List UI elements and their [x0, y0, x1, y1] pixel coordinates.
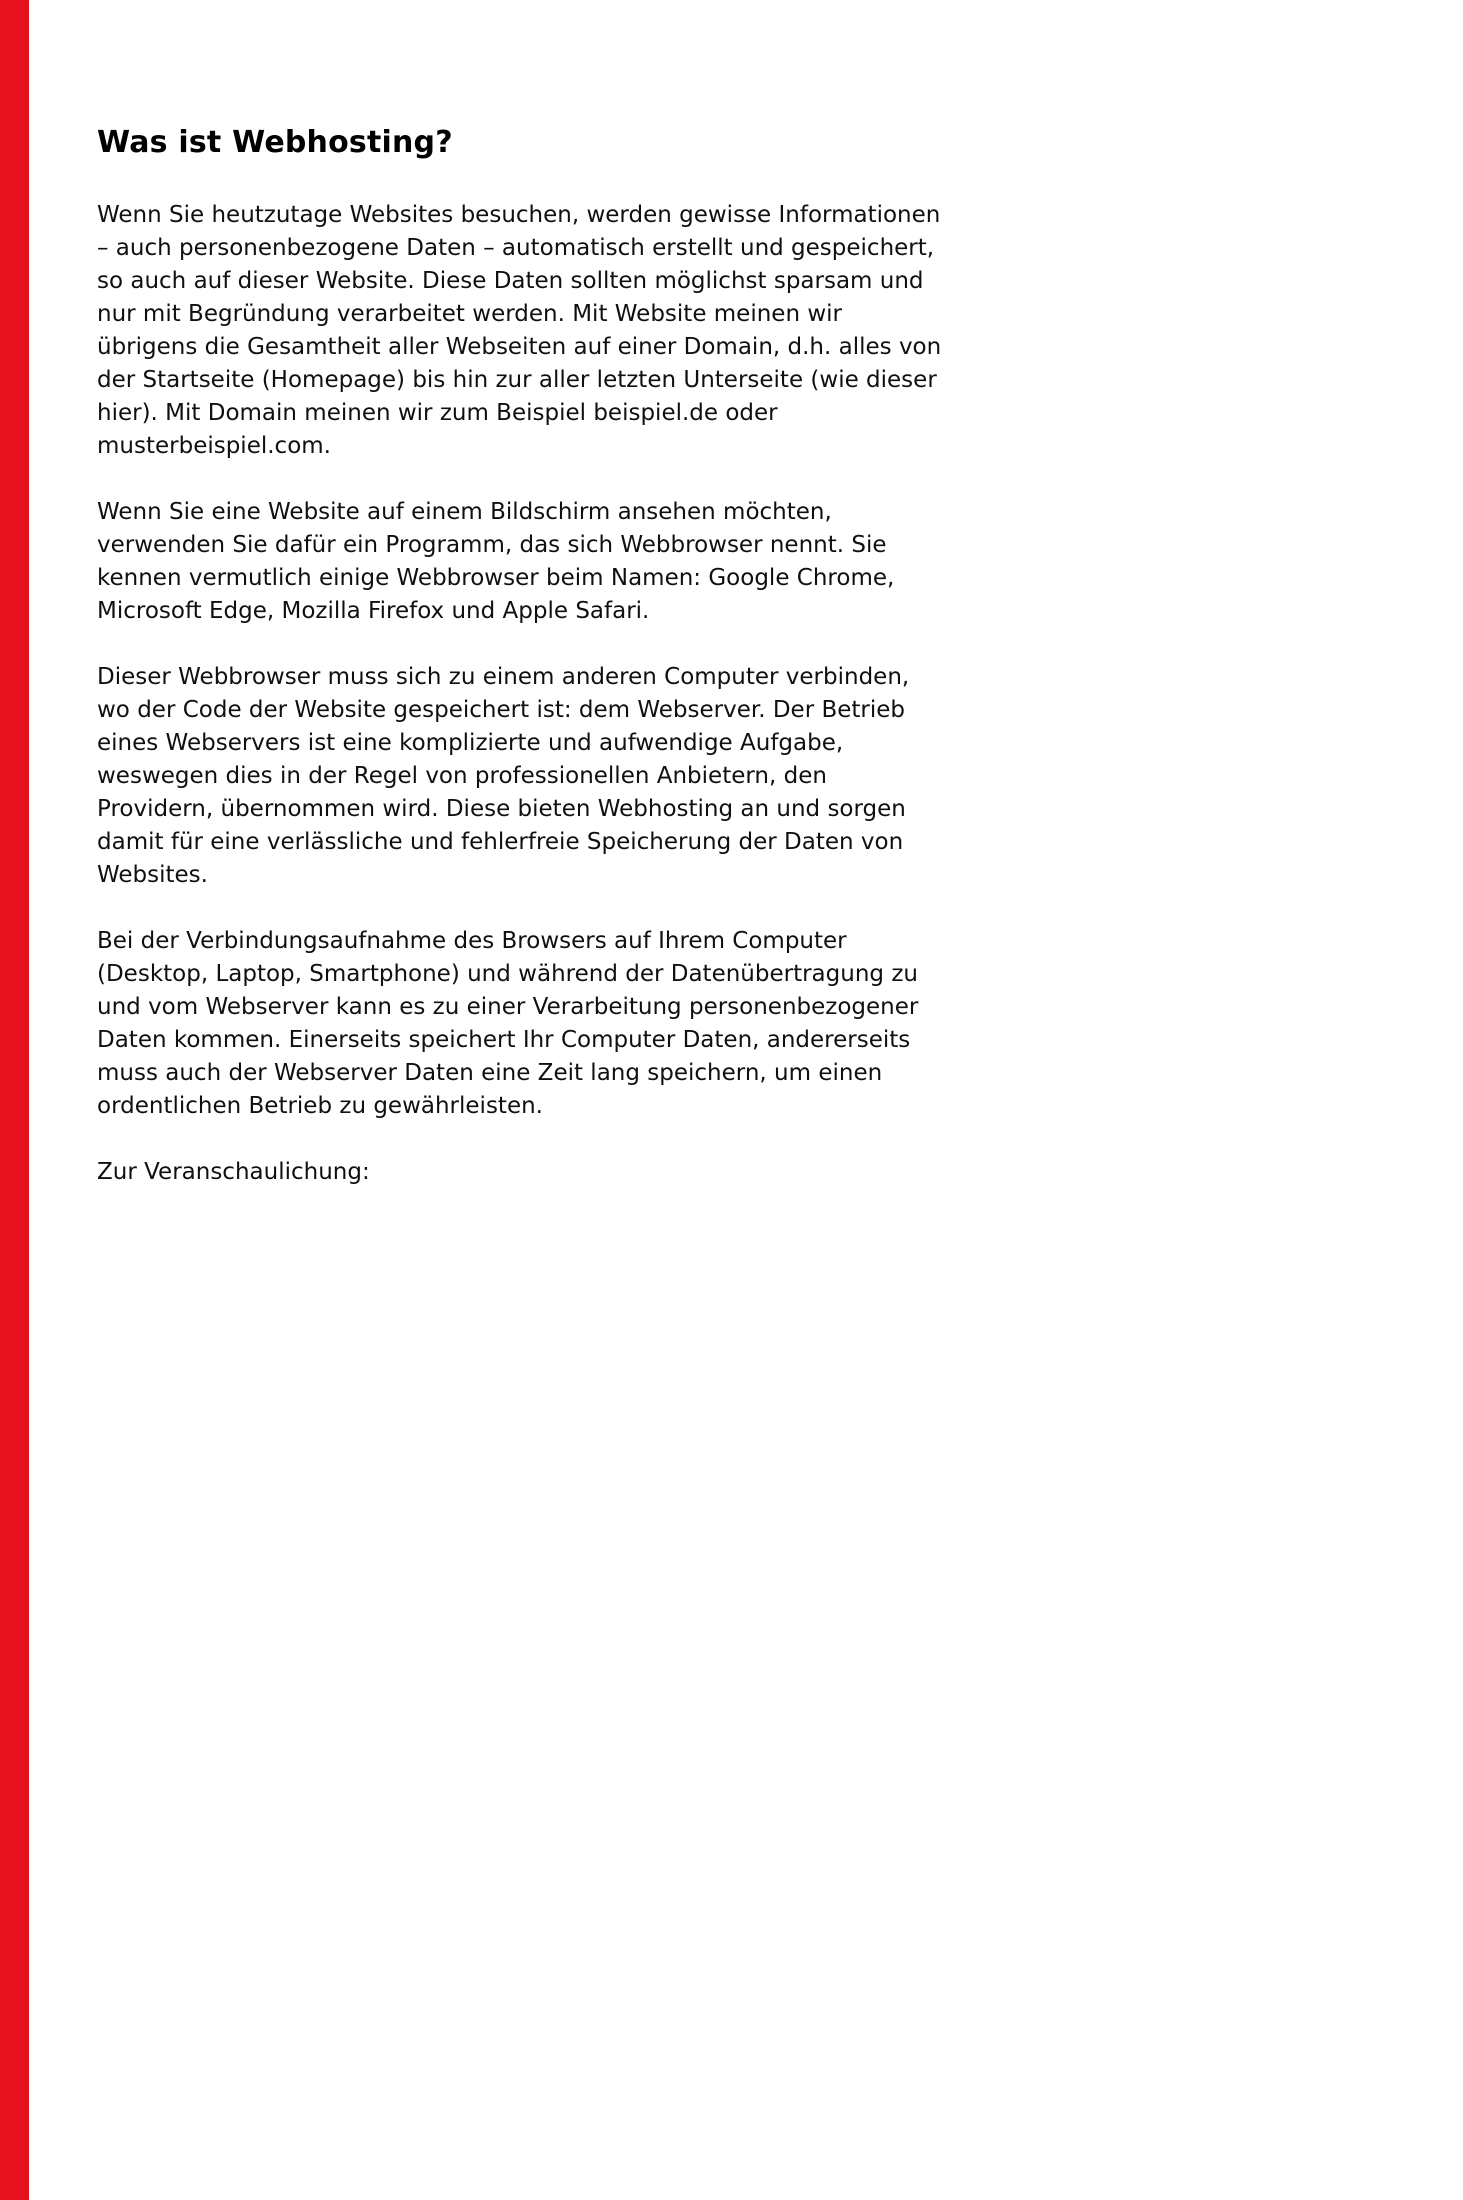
page-title: Was ist Webhosting?	[97, 125, 453, 160]
paragraph-webhosting-intro: Wenn Sie heutzutage Websites besuchen, werden gewisse Informationen – auch personenbezogene Daten – automatisch erstellt und gespeichert, so auch auf dieser Website. Diese Daten sollten möglichst sparsam und nur mit Begründung verarbeitet werden. Mit Website meinen wir übrigens die Gesamtheit aller Webseiten auf einer Domain, d.h. alles von der Startseite (Homepage) bis hin zur aller letzten Unterseite (wie dieser hier). Mit Domain meinen wir zum Beispiel beispiel.de oder musterbeispiel.com.	[97, 201, 942, 459]
paragraph-webbrowser: Wenn Sie eine Website auf einem Bildschirm ansehen möchten, verwenden Sie dafür ein Programm, das sich Webbrowser nennt. Sie kennen vermutlich einige Webbrowser beim Namen: Google Chrome, Microsoft Edge, Mozilla Firefox und Apple Safari.	[97, 498, 895, 624]
paragraph-veranschaulichung: Zur Veranschaulichung:	[97, 1158, 370, 1185]
left-accent-bar	[0, 0, 29, 2200]
paragraph-webserver-provider: Dieser Webbrowser muss sich zu einem anderen Computer verbinden, wo der Code der Website gespeichert ist: dem Webserver. Der Betrieb eines Webservers ist eine komplizierte und aufwendige Aufgabe, weswegen dies in der Regel von professionellen Anbietern, den Providern, übernommen wird. Diese bieten Webhosting an und sorgen damit für eine verlässliche und fehlerfreie Speicherung der Daten von Websites.	[97, 663, 910, 888]
paragraph-datenverarbeitung: Bei der Verbindungsaufnahme des Browsers auf Ihrem Computer (Desktop, Laptop, Smartphone) und während der Datenübertragung zu und vom Webserver kann es zu einer Verarbeitung personenbezogener Daten kommen. Einerseits speichert Ihr Computer Daten, andererseits muss auch der Webserver Daten eine Zeit lang speichern, um einen ordentlichen Betrieb zu gewährleisten.	[97, 927, 919, 1119]
article-content	[97, 126, 949, 1222]
